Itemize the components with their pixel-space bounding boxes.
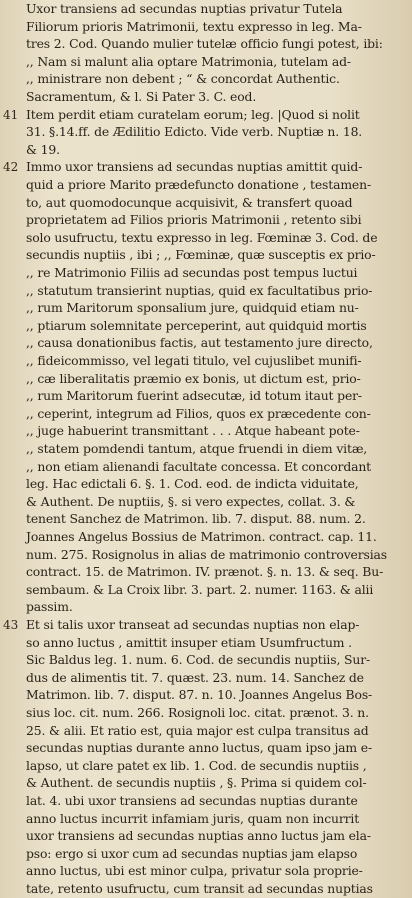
text-line: ,, statutum transierint nuptias, quid ex facultatibus prio-	[26, 282, 373, 298]
text-line: ,, Nam si malunt alia optare Matrimonia, tutelam ad-	[26, 53, 351, 69]
text-line: ,, ptiarum solemnitate perceperint, aut quidquid mortis	[26, 317, 367, 333]
text-line: anno luctus incurrit infamiam juris, quam non incurrit	[26, 810, 360, 826]
text-line: ,, rum Maritorum fuerint adsecutæ, id totum itaut per-	[26, 388, 362, 404]
text-line: pso: ergo si uxor cum ad secundas nuptias jam elapso	[26, 845, 358, 861]
text-line: quid a priore Marito prædefuncto donatione , testamen-	[26, 177, 371, 192]
text-line: ,, statem pomdendi tantum, atque fruendi in diem vitæ,	[26, 441, 368, 456]
text-line: Joannes Angelus Bossius de Matrimon. contract. cap. 11.	[26, 529, 377, 544]
text-line: Item perdit etiam curatelam eorum; leg. |Quod si nolit	[26, 106, 360, 122]
text-line: solo usufructu, textu expresso in leg. Fœminæ 3. Cod. de	[26, 229, 378, 245]
text-line: & Authent. De nuptiis, §. si vero expectes, collat. 3. &	[26, 493, 356, 509]
text-line: ,, ministrare non debent ; “ & concordat Authentic.	[26, 71, 340, 87]
text-line: num. 275. Rosignolus in alias de matrimonio controversias	[26, 546, 387, 562]
text-line: passim.	[26, 599, 73, 615]
text-line: tres 2. Cod. Quando mulier tutelæ officio fungi potest, ibi:	[26, 36, 383, 52]
text-line: anno luctus, ubi est minor culpa, privatur sola proprie-	[26, 863, 363, 879]
text-line: leg. Hac edictali 6. §. 1. Cod. eod. de indicta viduitate,	[26, 476, 359, 492]
text-line: contract. 15. de Matrimon. IV. prænot. §. n. 13. & seq. Bu-	[26, 564, 384, 580]
text-line: ,, cæ liberalitatis præmio ex bonis, ut dictum est, prio-	[26, 370, 361, 386]
text-line: ,, fideicommisso, vel legati titulo, vel cujuslibet munifi-	[26, 353, 362, 368]
paragraph-number: 42	[3, 160, 19, 175]
text-line: Et si talis uxor transeat ad secundas nuptias non elap-	[26, 617, 360, 632]
text-line: ,, ceperint, integrum ad Filios, quos ex præcedente con-	[26, 405, 371, 421]
text-line: & Authent. de secundis nuptiis , §. Prima si quidem col-	[26, 775, 367, 791]
text-line: ,, non etiam alienandi facultate concessa. Et concordant	[26, 458, 371, 474]
text-line: tate, retento usufructu, cum transit ad secundas nuptias	[26, 881, 373, 896]
text-line: Uxor transiens ad secundas nuptias privatur Tutela	[26, 1, 343, 16]
paragraph-number: 41	[3, 107, 19, 122]
text-line: proprietatem ad Filios prioris Matrimonii , retento sibi	[26, 212, 362, 228]
text-line: sembaum. & La Croix libr. 3. part. 2. numer. 1163. & alii	[26, 581, 374, 597]
paragraph-number: 43	[3, 618, 19, 632]
text-line: so anno luctus , amittit insuper etiam Usumfructum .	[26, 634, 352, 650]
text-line: ,, re Matrimonio Filiis ad secundas post tempus luctui	[26, 265, 358, 280]
text-line: sius loc. cit. num. 266. Rosignoli loc. citat. prænot. 3. n.	[26, 705, 369, 720]
text-line: ,, rum Maritorum sponsalium jure, quidquid etiam nu-	[26, 300, 359, 316]
text-line: secundas nuptias durante anno luctus, quam ipso jam e-	[26, 740, 372, 756]
text-line: to, aut quomodocunque acquisivit, & transfert quoad	[26, 194, 353, 210]
text-line: ,, causa donationibus factis, aut testamento jure directo,	[26, 335, 373, 351]
text-line: 25. & alii. Et ratio est, quia major est culpa transitus ad	[26, 722, 369, 738]
text-line: secundis nuptiis , ibi ; ,, Fœminæ, quæ susceptis ex prio-	[26, 247, 376, 263]
text-line: Sic Baldus leg. 1. num. 6. Cod. de secundis nuptiis, Sur-	[26, 652, 371, 668]
text-line: Filiorum prioris Matrimonii, textu expresso in leg. Ma-	[26, 18, 362, 34]
text-line: & 19.	[26, 141, 60, 157]
text-line: ,, juge habuerint transmittant . . . Atque habeant pote-	[26, 423, 360, 439]
text-line: Sacramentum, & l. Si Pater 3. C. eod.	[26, 89, 257, 104]
text-line: uxor transiens ad secundas nuptias anno luctus jam ela-	[26, 828, 371, 844]
text-line: Matrimon. lib. 7. disput. 87. n. 10. Joannes Angelus Bos-	[26, 687, 373, 703]
text-line: lapso, ut clare patet ex lib. 1. Cod. de secundis nuptiis ,	[26, 757, 367, 773]
text-line: 31. §.14.ff. de Ædilitio Edicto. Vide verb. Nuptiæ n. 18.	[26, 124, 363, 140]
text-line: tenent Sanchez de Matrimon. lib. 7. disput. 88. num. 2.	[26, 511, 366, 527]
text-line: lat. 4. ubi uxor transiens ad secundas nuptias durante	[26, 793, 358, 808]
text-line: dus de alimentis tit. 7. quæst. 23. num. 14. Sanchez de	[26, 669, 364, 685]
text-line: Immo uxor transiens ad secundas nuptias amittit quid-	[26, 159, 363, 175]
